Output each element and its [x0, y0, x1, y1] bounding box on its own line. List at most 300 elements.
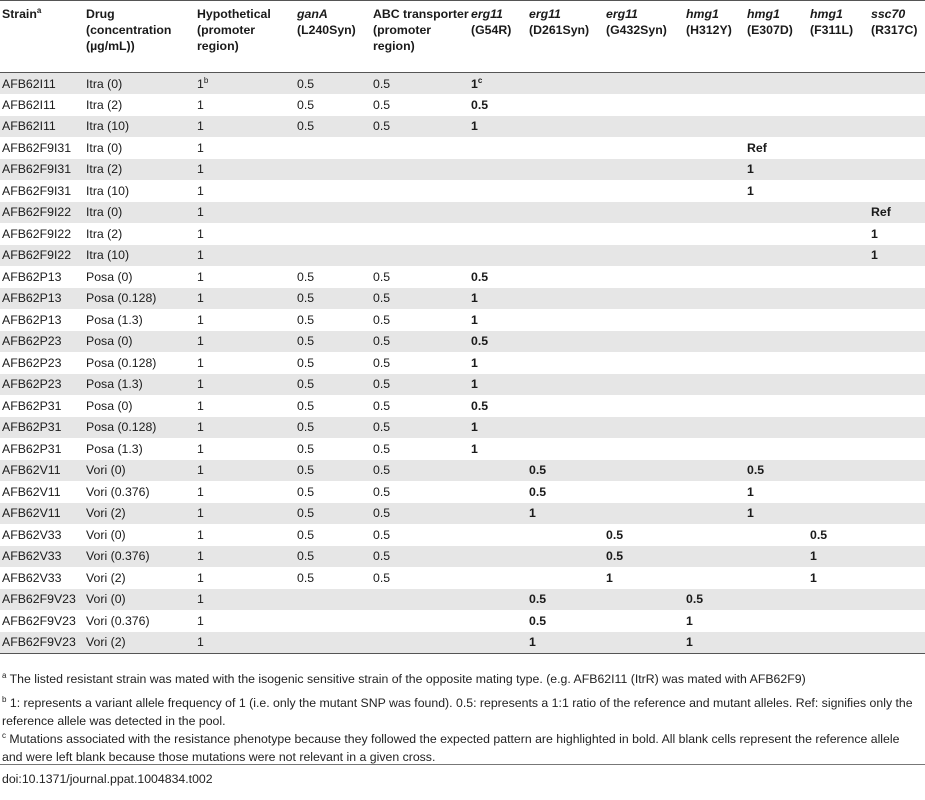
cell-hyp: 1	[195, 137, 295, 159]
cell-abc: 0.5	[371, 438, 469, 460]
doi-label: doi:10.1371/journal.ppat.1004834.t002	[2, 772, 213, 786]
cell-strain: AFB62V33	[0, 546, 84, 568]
table-row	[0, 374, 925, 396]
cell-strain: AFB62I11	[0, 94, 84, 116]
cell-g54r	[469, 546, 527, 568]
cell-f311	[808, 94, 869, 116]
cell-abc: 0.5	[371, 481, 469, 503]
cell-strain: AFB62F9V23	[0, 632, 84, 654]
cell-drug: Vori (0.376)	[84, 481, 195, 503]
column-header-sublabel: (D261Syn)	[529, 23, 590, 37]
cell-strain: AFB62V11	[0, 481, 84, 503]
cell-gana: 0.5	[295, 331, 371, 353]
cell-gana: 0.5	[295, 460, 371, 482]
cell-r317	[869, 567, 925, 589]
cell-g54r: 1	[469, 352, 527, 374]
cell-e307	[745, 567, 808, 589]
footnote-mark: c	[2, 730, 6, 740]
table-row	[0, 503, 925, 525]
cell-d261	[527, 180, 604, 202]
cell-gana: 0.5	[295, 546, 371, 568]
cell-r317	[869, 481, 925, 503]
cell-drug: Vori (2)	[84, 503, 195, 525]
cell-abc: 0.5	[371, 524, 469, 546]
cell-r317	[869, 73, 925, 95]
cell-d261	[527, 288, 604, 310]
cell-g54r	[469, 202, 527, 224]
cell-h312	[684, 159, 745, 181]
cell-drug: Itra (10)	[84, 245, 195, 267]
cell-h312	[684, 352, 745, 374]
cell-d261	[527, 245, 604, 267]
cell-abc: 0.5	[371, 374, 469, 396]
cell-r317	[869, 352, 925, 374]
cell-strain: AFB62F9I31	[0, 137, 84, 159]
cell-f311	[808, 223, 869, 245]
cell-abc: 0.5	[371, 116, 469, 138]
cell-g432	[604, 438, 684, 460]
cell-hyp: 1	[195, 116, 295, 138]
cell-h312	[684, 94, 745, 116]
column-header	[371, 1, 469, 73]
cell-h312: 1	[684, 610, 745, 632]
cell-g432	[604, 395, 684, 417]
cell-r317	[869, 546, 925, 568]
cell-d261	[527, 94, 604, 116]
cell-hyp: 1	[195, 632, 295, 654]
cell-strain: AFB62I11	[0, 116, 84, 138]
footnote-mark: a	[2, 670, 7, 680]
table-row	[0, 395, 925, 417]
cell-drug: Posa (0)	[84, 331, 195, 353]
cell-d261	[527, 309, 604, 331]
cell-f311	[808, 438, 869, 460]
cell-hyp: 1	[195, 417, 295, 439]
cell-e307	[745, 524, 808, 546]
cell-h312	[684, 567, 745, 589]
table-row	[0, 331, 925, 353]
table-row	[0, 610, 925, 632]
cell-r317	[869, 417, 925, 439]
cell-h312	[684, 245, 745, 267]
cell-gana	[295, 137, 371, 159]
column-header-label: hmg1	[747, 7, 780, 21]
cell-drug: Itra (2)	[84, 159, 195, 181]
cell-d261	[527, 202, 604, 224]
cell-abc: 0.5	[371, 352, 469, 374]
cell-abc: 0.5	[371, 331, 469, 353]
cell-strain: AFB62F9I22	[0, 223, 84, 245]
cell-gana: 0.5	[295, 116, 371, 138]
cell-drug: Itra (10)	[84, 116, 195, 138]
cell-drug: Vori (2)	[84, 567, 195, 589]
cell-f311	[808, 503, 869, 525]
column-header-label: erg11	[471, 7, 503, 21]
footnote-text: The listed resistant strain was mated with the isogenic sensitive strain of the opposite mating type. (e.g. AFB62I11 (ItrR) was mated with AFB62F9)	[6, 672, 806, 686]
cell-e307: 1	[745, 481, 808, 503]
cell-gana: 0.5	[295, 481, 371, 503]
column-header	[527, 1, 604, 73]
cell-r317	[869, 180, 925, 202]
cell-r317	[869, 395, 925, 417]
cell-g432	[604, 202, 684, 224]
cell-g432	[604, 632, 684, 654]
cell-g432	[604, 460, 684, 482]
cell-h312	[684, 546, 745, 568]
cell-drug: Posa (1.3)	[84, 309, 195, 331]
cell-d261	[527, 546, 604, 568]
cell-e307	[745, 266, 808, 288]
table-row	[0, 438, 925, 460]
cell-g54r	[469, 524, 527, 546]
cell-strain: AFB62F9I31	[0, 159, 84, 181]
cell-f311	[808, 331, 869, 353]
cell-hyp: 1	[195, 202, 295, 224]
cell-gana	[295, 180, 371, 202]
cell-g432	[604, 245, 684, 267]
cell-drug: Posa (1.3)	[84, 374, 195, 396]
cell-d261	[527, 395, 604, 417]
cell-hyp: 1	[195, 159, 295, 181]
cell-e307	[745, 352, 808, 374]
table-row	[0, 460, 925, 482]
cell-h312	[684, 116, 745, 138]
cell-strain: AFB62P13	[0, 288, 84, 310]
cell-h312	[684, 374, 745, 396]
cell-gana: 0.5	[295, 567, 371, 589]
cell-g54r	[469, 589, 527, 611]
cell-f311	[808, 288, 869, 310]
cell-g432	[604, 266, 684, 288]
cell-f311	[808, 481, 869, 503]
cell-g432	[604, 159, 684, 181]
cell-f311	[808, 202, 869, 224]
table-row	[0, 546, 925, 568]
cell-g54r: 1	[469, 288, 527, 310]
cell-drug: Vori (0)	[84, 524, 195, 546]
column-header	[0, 1, 84, 73]
column-header-label: Hypothetical (promoter region)	[197, 7, 271, 53]
cell-e307	[745, 331, 808, 353]
cell-e307	[745, 73, 808, 95]
cell-d261	[527, 223, 604, 245]
cell-e307: Ref	[745, 137, 808, 159]
cell-g432	[604, 309, 684, 331]
cell-drug: Itra (0)	[84, 73, 195, 95]
cell-r317	[869, 94, 925, 116]
cell-f311	[808, 610, 869, 632]
column-header-label: erg11	[606, 7, 638, 21]
cell-r317	[869, 503, 925, 525]
table-row	[0, 481, 925, 503]
cell-hyp: 1	[195, 374, 295, 396]
cell-gana: 0.5	[295, 438, 371, 460]
column-header-sublabel: (F311L)	[810, 23, 854, 37]
cell-strain: AFB62P23	[0, 352, 84, 374]
cell-abc	[371, 223, 469, 245]
cell-abc: 0.5	[371, 417, 469, 439]
table-row	[0, 245, 925, 267]
cell-abc	[371, 610, 469, 632]
cell-e307	[745, 288, 808, 310]
cell-f311	[808, 73, 869, 95]
cell-h312: 0.5	[684, 589, 745, 611]
cell-g432	[604, 352, 684, 374]
cell-h312	[684, 137, 745, 159]
cell-d261: 1	[527, 632, 604, 654]
cell-h312	[684, 288, 745, 310]
table-row	[0, 567, 925, 589]
cell-gana	[295, 159, 371, 181]
cell-e307	[745, 94, 808, 116]
cell-gana	[295, 245, 371, 267]
cell-f311	[808, 159, 869, 181]
cell-r317	[869, 589, 925, 611]
cell-r317	[869, 524, 925, 546]
cell-d261	[527, 159, 604, 181]
cell-e307	[745, 223, 808, 245]
cell-g54r	[469, 567, 527, 589]
cell-g54r: 0.5	[469, 266, 527, 288]
cell-h312	[684, 438, 745, 460]
table-row	[0, 223, 925, 245]
column-header	[295, 1, 371, 73]
cell-r317: 1	[869, 223, 925, 245]
cell-h312	[684, 417, 745, 439]
cell-e307: 1	[745, 180, 808, 202]
cell-f311	[808, 374, 869, 396]
footnote-text: 1: represents a variant allele frequency of 1 (i.e. only the mutant SNP was found). 0.5: represents a 1:1 ratio of the reference and mutant alleles. Ref: signifies only the reference allele was detected in the pool.	[2, 696, 913, 728]
cell-d261	[527, 331, 604, 353]
cell-h312	[684, 223, 745, 245]
cell-f311	[808, 266, 869, 288]
cell-r317: Ref	[869, 202, 925, 224]
cell-strain: AFB62F9I31	[0, 180, 84, 202]
table-row	[0, 73, 925, 95]
cell-drug: Posa (0)	[84, 395, 195, 417]
cell-hyp: 1	[195, 589, 295, 611]
column-header-sublabel: (G432Syn)	[606, 23, 667, 37]
column-header	[604, 1, 684, 73]
cell-hyp: 1	[195, 245, 295, 267]
cell-h312	[684, 460, 745, 482]
cell-abc: 0.5	[371, 94, 469, 116]
column-header-label: ABC transporter (promoter region)	[373, 7, 469, 53]
cell-strain: AFB62P13	[0, 309, 84, 331]
cell-e307	[745, 589, 808, 611]
cell-strain: AFB62I11	[0, 73, 84, 95]
cell-h312	[684, 180, 745, 202]
cell-abc: 0.5	[371, 73, 469, 95]
cell-drug: Vori (0.376)	[84, 546, 195, 568]
cell-h312	[684, 266, 745, 288]
cell-hyp: 1	[195, 546, 295, 568]
table-row	[0, 266, 925, 288]
column-header	[745, 1, 808, 73]
cell-abc: 0.5	[371, 567, 469, 589]
doi-divider	[0, 764, 925, 765]
column-header-label: Strain	[2, 7, 37, 21]
cell-g432	[604, 589, 684, 611]
cell-gana: 0.5	[295, 395, 371, 417]
cell-h312	[684, 73, 745, 95]
cell-e307	[745, 395, 808, 417]
cell-hyp: 1	[195, 481, 295, 503]
cell-gana: 0.5	[295, 374, 371, 396]
table-row	[0, 288, 925, 310]
column-header	[469, 1, 527, 73]
cell-hyp: 1	[195, 266, 295, 288]
cell-strain: AFB62P31	[0, 438, 84, 460]
cell-gana: 0.5	[295, 266, 371, 288]
cell-strain: AFB62P31	[0, 417, 84, 439]
footnote-mark: c	[477, 75, 483, 85]
cell-strain: AFB62P13	[0, 266, 84, 288]
cell-h312: 1	[684, 632, 745, 654]
cell-e307: 1	[745, 503, 808, 525]
cell-gana: 0.5	[295, 94, 371, 116]
cell-h312	[684, 309, 745, 331]
cell-strain: AFB62F9I22	[0, 245, 84, 267]
cell-e307	[745, 417, 808, 439]
cell-abc	[371, 632, 469, 654]
cell-e307	[745, 546, 808, 568]
cell-gana	[295, 610, 371, 632]
cell-g432	[604, 331, 684, 353]
cell-gana: 0.5	[295, 503, 371, 525]
cell-g54r: 1$^c$	[469, 73, 527, 95]
cell-d261	[527, 417, 604, 439]
cell-g54r: 1	[469, 417, 527, 439]
cell-hyp: 1	[195, 438, 295, 460]
table-row	[0, 137, 925, 159]
column-header-label: Drug (concentration (µg/mL))	[86, 7, 172, 53]
table-row	[0, 352, 925, 374]
footnote-b	[2, 694, 920, 730]
cell-drug: Vori (0)	[84, 589, 195, 611]
cell-d261	[527, 266, 604, 288]
cell-h312	[684, 524, 745, 546]
cell-drug: Vori (0)	[84, 460, 195, 482]
column-header-label: ssc70	[871, 7, 906, 21]
column-header-label: hmg1	[810, 7, 843, 21]
cell-d261	[527, 137, 604, 159]
cell-e307	[745, 632, 808, 654]
cell-g432	[604, 374, 684, 396]
cell-hyp: 1	[195, 180, 295, 202]
cell-r317	[869, 137, 925, 159]
cell-abc	[371, 180, 469, 202]
cell-hyp: 1	[195, 94, 295, 116]
cell-hyp: 1	[195, 223, 295, 245]
cell-g432	[604, 180, 684, 202]
cell-g54r: 1	[469, 309, 527, 331]
column-header-sublabel: (E307D)	[747, 23, 793, 37]
cell-g432: 1	[604, 567, 684, 589]
table-row	[0, 309, 925, 331]
cell-e307	[745, 438, 808, 460]
cell-g432	[604, 116, 684, 138]
cell-drug: Posa (0.128)	[84, 417, 195, 439]
table-row	[0, 202, 925, 224]
cell-f311	[808, 352, 869, 374]
cell-h312	[684, 331, 745, 353]
cell-e307	[745, 610, 808, 632]
cell-d261: 0.5	[527, 610, 604, 632]
cell-abc: 0.5	[371, 309, 469, 331]
cell-r317	[869, 288, 925, 310]
cell-abc	[371, 245, 469, 267]
cell-hyp: 1	[195, 331, 295, 353]
cell-hyp: 1	[195, 395, 295, 417]
cell-r317	[869, 610, 925, 632]
cell-r317	[869, 331, 925, 353]
cell-hyp: 1	[195, 352, 295, 374]
cell-drug: Posa (0)	[84, 266, 195, 288]
cell-g54r: 1	[469, 116, 527, 138]
cell-d261	[527, 567, 604, 589]
cell-g432	[604, 73, 684, 95]
cell-g54r	[469, 632, 527, 654]
cell-f311	[808, 180, 869, 202]
cell-r317	[869, 438, 925, 460]
cell-d261	[527, 73, 604, 95]
cell-drug: Itra (0)	[84, 202, 195, 224]
cell-abc: 0.5	[371, 503, 469, 525]
cell-drug: Vori (0.376)	[84, 610, 195, 632]
cell-gana: 0.5	[295, 309, 371, 331]
cell-r317	[869, 266, 925, 288]
cell-gana: 0.5	[295, 352, 371, 374]
cell-r317	[869, 309, 925, 331]
cell-g54r	[469, 223, 527, 245]
cell-d261	[527, 352, 604, 374]
column-header	[869, 1, 925, 73]
cell-drug: Posa (0.128)	[84, 352, 195, 374]
cell-gana	[295, 632, 371, 654]
table-row	[0, 180, 925, 202]
cell-g54r: 1	[469, 438, 527, 460]
cell-strain: AFB62F9V23	[0, 589, 84, 611]
cell-d261	[527, 374, 604, 396]
cell-strain: AFB62P31	[0, 395, 84, 417]
cell-d261	[527, 524, 604, 546]
cell-drug: Itra (2)	[84, 94, 195, 116]
cell-f311	[808, 589, 869, 611]
cell-g54r	[469, 245, 527, 267]
cell-g432	[604, 503, 684, 525]
cell-gana: 0.5	[295, 417, 371, 439]
cell-f311	[808, 245, 869, 267]
column-header-sublabel: (G54R)	[471, 23, 512, 37]
cell-gana	[295, 223, 371, 245]
table-body	[0, 73, 925, 654]
cell-g54r	[469, 503, 527, 525]
cell-g432	[604, 137, 684, 159]
column-header	[195, 1, 295, 73]
cell-hyp: 1	[195, 309, 295, 331]
cell-hyp: 1$^b$	[195, 73, 295, 95]
column-header-label: ganA	[297, 7, 328, 21]
cell-gana	[295, 589, 371, 611]
cell-g432	[604, 481, 684, 503]
cell-d261: 1	[527, 503, 604, 525]
column-header-sublabel: (L240Syn)	[297, 23, 356, 37]
cell-strain: AFB62V33	[0, 567, 84, 589]
cell-g54r	[469, 610, 527, 632]
table-row	[0, 116, 925, 138]
column-header-label: erg11	[529, 7, 561, 21]
